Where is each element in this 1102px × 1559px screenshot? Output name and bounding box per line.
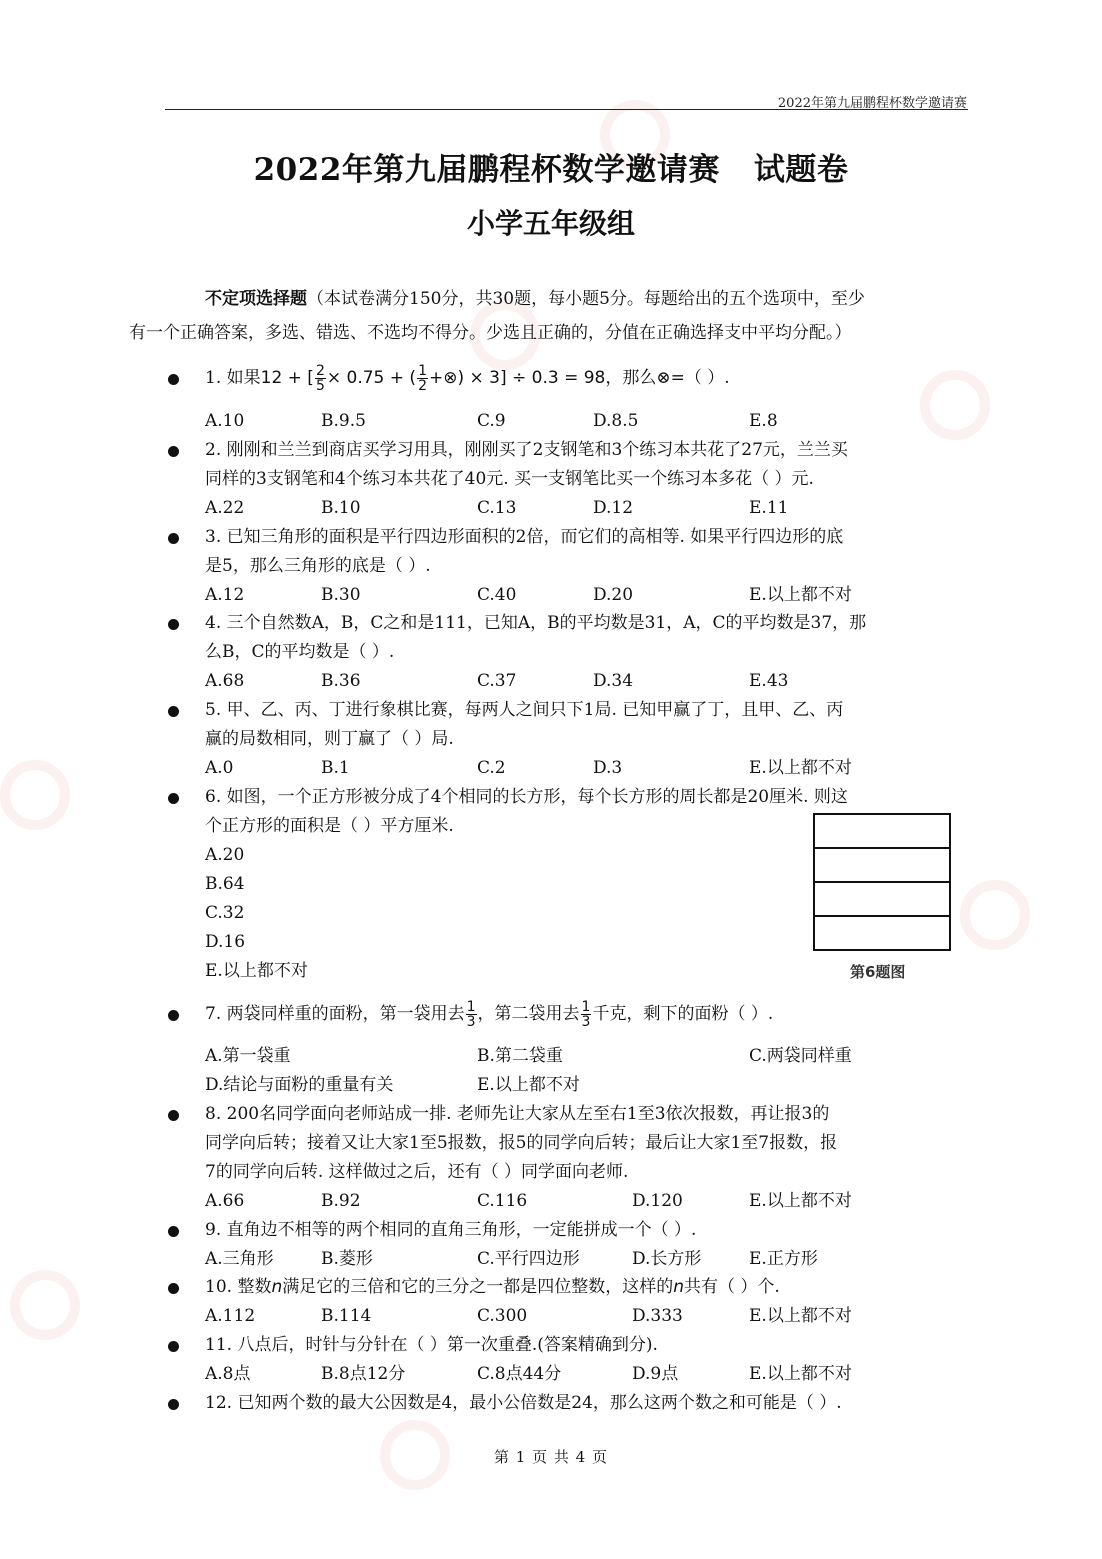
watermark-logo — [10, 1230, 170, 1390]
fraction-denominator: 2 — [418, 378, 427, 394]
watermark-logo — [600, 60, 760, 220]
bullet — [168, 533, 179, 544]
option-e[interactable]: E.以上都不对 — [749, 1191, 852, 1211]
bullet — [168, 1010, 179, 1021]
option-b[interactable]: B.64 — [205, 874, 245, 894]
option-a[interactable]: A.22 — [205, 498, 245, 518]
question-4 — [205, 609, 967, 667]
math-expression: × 0.75 + ( — [326, 368, 417, 388]
bullet — [168, 374, 179, 385]
question-text: 赢的局数相同，则丁赢了（ ）局. — [205, 729, 454, 749]
question-text: 满足它的三倍和它的三分之一都是四位整数，这样的 — [282, 1277, 674, 1297]
question-12 — [205, 1389, 967, 1418]
option-d[interactable]: D.120 — [632, 1191, 683, 1211]
instructions-line2: 有一个正确答案，多选、错选、不选均不得分。少选且正确的，分值在正确选择支中平均分配。） — [129, 323, 852, 343]
option-e[interactable]: E.8 — [749, 411, 778, 431]
fraction-numerator: 1 — [466, 999, 476, 1015]
title-suffix: 试题卷 — [753, 152, 849, 188]
question-text: 2. 刚刚和兰兰到商店买学习用具，刚刚买了2支钢笔和3个练习本共花了27元，兰兰买 — [205, 440, 848, 460]
option-c[interactable]: C.116 — [477, 1191, 528, 1211]
bullet — [168, 619, 179, 630]
question-text: 8. 200名同学面向老师站成一排. 老师先让大家从左至右1至3依次报数，再让报3的 — [205, 1104, 830, 1124]
option-b[interactable]: B.92 — [321, 1191, 361, 1211]
bullet — [168, 1110, 179, 1121]
bullet — [168, 1226, 179, 1237]
option-c[interactable]: C.平行四边形 — [477, 1249, 580, 1269]
question-text: 3. 已知三角形的面积是平行四边形面积的2倍，而它们的高相等. 如果平行四边形的底 — [205, 527, 844, 547]
bullet — [168, 1283, 179, 1294]
option-e[interactable]: E.以上都不对 — [749, 585, 852, 605]
header-rule — [165, 109, 968, 110]
question-text: 4. 三个自然数A，B，C之和是111，已知A，B的平均数是31，A，C的平均数是37，那 — [205, 613, 867, 633]
page-title — [0, 144, 1102, 189]
option-a[interactable]: A.三角形 — [205, 1249, 274, 1269]
option-a[interactable]: A.10 — [205, 411, 245, 431]
fraction-numerator: 1 — [418, 363, 427, 379]
option-b[interactable]: B.8点12分 — [321, 1364, 406, 1384]
question-7 — [205, 1000, 967, 1029]
option-b[interactable]: B.114 — [321, 1306, 372, 1326]
fraction — [581, 1000, 592, 1029]
option-b[interactable]: B.第二袋重 — [477, 1046, 563, 1066]
option-c[interactable]: C.8点44分 — [477, 1364, 562, 1384]
option-c[interactable]: C.2 — [477, 758, 506, 778]
fraction-denominator: 3 — [581, 1014, 591, 1030]
fraction-denominator: 5 — [315, 378, 325, 394]
option-d[interactable]: D.34 — [593, 671, 634, 691]
instructions-heading: 不定项选择题 — [205, 289, 307, 309]
question-text: ，第二袋用去 — [477, 1004, 580, 1024]
question-text: 6. 如图，一个正方形被分成了4个相同的长方形，每个长方形的周长都是20厘米. 则这 — [205, 787, 848, 807]
instructions — [129, 282, 967, 350]
question-text: 是5，那么三角形的底是（ ）. — [205, 556, 431, 576]
question-text: 7的同学向后转. 这样做过之后，还有（ ）同学面向老师. — [205, 1162, 629, 1182]
fraction-denominator: 3 — [466, 1014, 476, 1030]
title-main: 2022年第九届鹏程杯数学邀请赛 — [253, 152, 720, 188]
option-d[interactable]: D.12 — [593, 498, 634, 518]
option-b[interactable]: B.1 — [321, 758, 350, 778]
option-b[interactable]: B.9.5 — [321, 411, 366, 431]
option-d[interactable]: D.16 — [205, 932, 246, 952]
option-d[interactable]: D.长方形 — [632, 1249, 702, 1269]
bullet — [168, 793, 179, 804]
option-b[interactable]: B.36 — [321, 671, 361, 691]
question-text: 12. 已知两个数的最大公因数是4，最小公倍数是24，那么这两个数之和可能是（ ）. — [205, 1393, 842, 1413]
question-text: 5. 甲、乙、丙、丁进行象棋比赛，每两人之间只下1局. 已知甲赢了丁，且甲、乙、丙 — [205, 700, 844, 720]
option-a[interactable]: A.68 — [205, 671, 245, 691]
figure-divider — [815, 881, 949, 883]
math-expression: +⊗) × 3] ÷ 0.3 = 98 — [428, 368, 606, 388]
question-5 — [205, 696, 967, 754]
option-a[interactable]: A.112 — [205, 1306, 256, 1326]
option-e[interactable]: E.正方形 — [749, 1249, 818, 1269]
option-e[interactable]: E.以上都不对 — [749, 1364, 852, 1384]
watermark-logo — [960, 840, 1102, 1000]
option-e[interactable]: E.以上都不对 — [749, 1306, 852, 1326]
option-e[interactable]: E.以上都不对 — [477, 1075, 580, 1095]
page-footer: 第 1 页 共 4 页 — [494, 1448, 608, 1466]
math-variable: n — [271, 1277, 283, 1297]
question-3 — [205, 523, 967, 581]
option-e[interactable]: E.11 — [749, 498, 789, 518]
question-text: 1. 如果 — [205, 368, 261, 388]
page-subtitle: 小学五年级组 — [466, 207, 635, 240]
question-text: ，那么⊗=（ ）. — [605, 368, 730, 388]
option-d[interactable]: D.20 — [593, 585, 634, 605]
option-e[interactable]: E.43 — [749, 671, 789, 691]
question-10 — [205, 1273, 967, 1302]
option-e[interactable]: E.以上都不对 — [749, 758, 852, 778]
option-b[interactable]: B.30 — [321, 585, 361, 605]
bullet — [168, 706, 179, 717]
option-c[interactable]: C.37 — [477, 671, 517, 691]
question-text: 个正方形的面积是（ ）平方厘米. — [205, 816, 454, 836]
question-text: 么B，C的平均数是（ ）. — [205, 642, 395, 662]
fraction-numerator: 1 — [581, 999, 591, 1015]
fraction — [417, 364, 428, 393]
option-a[interactable]: A.8点 — [205, 1364, 251, 1384]
option-d[interactable]: D.9点 — [632, 1364, 679, 1384]
option-a[interactable]: A.12 — [205, 585, 245, 605]
question-8 — [205, 1100, 967, 1187]
question-text: 千克，剩下的面粉（ ）. — [592, 1004, 774, 1024]
option-c[interactable]: C.40 — [477, 585, 517, 605]
option-d[interactable]: D.333 — [632, 1306, 683, 1326]
question-1 — [205, 364, 967, 393]
question-9 — [205, 1216, 967, 1245]
question-text: 9. 直角边不相等的两个相同的直角三角形，一定能拼成一个（ ）. — [205, 1220, 697, 1240]
watermark-logo — [0, 720, 160, 880]
question-text: 同样的3支钢笔和4个练习本共花了40元. 买一支钢笔比买一个练习本多花（ ）元. — [205, 469, 814, 489]
option-c[interactable]: C.9 — [477, 411, 506, 431]
option-a[interactable]: A.第一袋重 — [205, 1046, 291, 1066]
option-d[interactable]: D.3 — [593, 758, 623, 778]
option-b[interactable]: B.10 — [321, 498, 361, 518]
option-b[interactable]: B.菱形 — [321, 1249, 373, 1269]
option-a[interactable]: A.20 — [205, 845, 245, 865]
figure-divider — [815, 915, 949, 917]
question-text: 同学向后转；接着又让大家1至5报数，报5的同学向后转；最后让大家1至7报数，报 — [205, 1133, 838, 1153]
option-c[interactable]: C.300 — [477, 1306, 528, 1326]
figure-caption: 第6题图 — [850, 963, 906, 981]
option-d[interactable]: D.结论与面粉的重量有关 — [205, 1075, 394, 1095]
bullet — [168, 446, 179, 457]
fraction — [466, 1000, 477, 1029]
option-a[interactable]: A.66 — [205, 1191, 245, 1211]
question-text: 10. 整数 — [205, 1277, 272, 1297]
fraction-numerator: 2 — [315, 363, 325, 379]
figure-divider — [815, 847, 949, 849]
instructions-line1: （本试卷满分150分，共30题，每小题5分。每题给出的五个选项中，至少 — [307, 289, 865, 309]
question-text: 共有（ ）个. — [684, 1277, 780, 1297]
option-a[interactable]: A.0 — [205, 758, 234, 778]
running-header: 2022年第九届鹏程杯数学邀请赛 — [777, 96, 967, 111]
question-text: 11. 八点后，时针与分针在（ ）第一次重叠.(答案精确到分). — [205, 1335, 658, 1355]
bullet — [168, 1341, 179, 1352]
question-2 — [205, 436, 967, 494]
fraction — [315, 364, 326, 393]
question-11 — [205, 1331, 967, 1360]
option-c[interactable]: C.32 — [205, 903, 245, 923]
square-figure — [813, 813, 951, 951]
option-c[interactable]: C.13 — [477, 498, 517, 518]
option-e[interactable]: E.以上都不对 — [205, 961, 308, 981]
question-text: 7. 两袋同样重的面粉，第一袋用去 — [205, 1004, 465, 1024]
math-variable: n — [673, 1277, 685, 1297]
option-c[interactable]: C.两袋同样重 — [749, 1046, 852, 1066]
math-expression: 12 + [ — [260, 368, 314, 388]
bullet — [168, 1399, 179, 1410]
option-d[interactable]: D.8.5 — [593, 411, 639, 431]
